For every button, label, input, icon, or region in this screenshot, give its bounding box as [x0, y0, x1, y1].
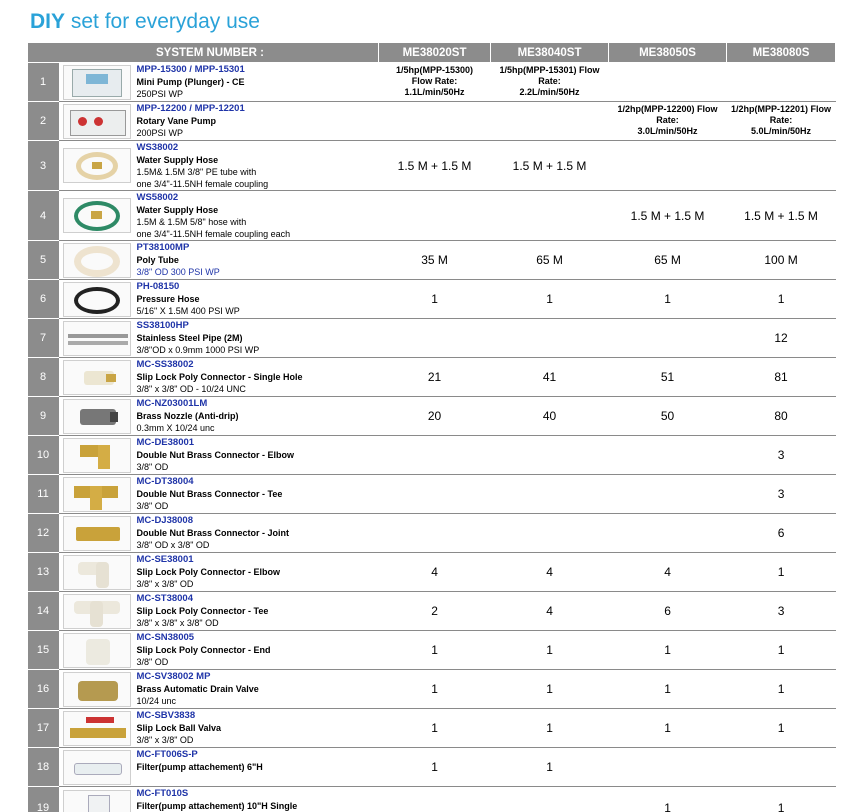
product-description — [135, 141, 379, 191]
product-name: Double Nut Brass Connector - Joint — [136, 528, 290, 538]
quantity-cell — [727, 319, 836, 358]
quantity-cell — [379, 358, 491, 397]
quantity-cell — [491, 475, 609, 514]
product-name: Brass Nozzle (Anti-drip) — [136, 411, 239, 421]
quantity-value: 1 — [664, 682, 671, 696]
product-image-cell — [59, 397, 135, 436]
quantity-cell — [727, 141, 836, 191]
model-header: ME38050S — [609, 43, 727, 63]
table-row — [28, 631, 836, 670]
pump-spec: 1/2hp(MPP-12200) Flow Rate: 3.0L/min/50Hz — [617, 104, 718, 136]
quantity-cell — [491, 436, 609, 475]
poly-elbow-icon — [63, 555, 131, 590]
quantity-cell — [491, 397, 609, 436]
pressure-hose-icon — [63, 282, 131, 317]
pump-spec: 1/2hp(MPP-12201) Flow Rate: 5.0L/min/50Hz — [731, 104, 832, 136]
product-name: Filter(pump attachement) 10"H Single — [136, 801, 298, 811]
quantity-value: 1 — [431, 643, 438, 657]
product-image-cell — [59, 592, 135, 631]
product-name: Pressure Hose — [136, 294, 200, 304]
product-description — [135, 436, 379, 475]
product-spec: one 3/4"-11.5NH female coupling each — [136, 229, 291, 239]
quantity-cell — [609, 592, 727, 631]
product-description — [135, 592, 379, 631]
table-row — [28, 241, 836, 280]
rotary-pump-icon — [63, 104, 131, 139]
product-name: Rotary Vane Pump — [136, 116, 217, 126]
product-image-cell — [59, 670, 135, 709]
product-code: MC-SN38005 — [136, 632, 195, 643]
row-number: 19 — [28, 787, 59, 812]
page-title — [30, 10, 260, 34]
row-number: 16 — [28, 670, 59, 709]
table-row — [28, 397, 836, 436]
quantity-value: 1 — [777, 682, 785, 696]
product-spec: 250PSI WP — [136, 89, 184, 99]
green-hose-icon — [63, 198, 131, 233]
table-row — [28, 280, 836, 319]
quantity-cell — [379, 631, 491, 670]
product-description — [135, 63, 379, 102]
product-name: Double Nut Brass Connector - Elbow — [136, 450, 295, 460]
product-image-cell — [59, 358, 135, 397]
brass-elbow-icon — [63, 438, 131, 473]
quantity-value: 4 — [546, 565, 553, 579]
product-name: Double Nut Brass Connector - Tee — [136, 489, 283, 499]
quantity-value: 100 M — [764, 253, 798, 267]
quantity-cell — [727, 436, 836, 475]
quantity-cell — [727, 553, 836, 592]
quantity-value: 6 — [777, 526, 785, 540]
quantity-cell — [609, 787, 727, 812]
table-row — [28, 709, 836, 748]
quantity-cell — [491, 787, 609, 812]
quantity-cell — [379, 514, 491, 553]
quantity-cell — [727, 280, 836, 319]
mini-pump-icon — [63, 65, 131, 100]
product-name: Mini Pump (Plunger) - CE — [136, 77, 245, 87]
quantity-cell — [727, 63, 836, 102]
quantity-value: 40 — [542, 409, 557, 423]
product-description — [135, 319, 379, 358]
product-spec: 3/8"OD x 0.9mm 1000 PSI WP — [136, 345, 260, 355]
quantity-cell — [609, 709, 727, 748]
quantity-cell — [609, 553, 727, 592]
quantity-cell — [379, 191, 491, 241]
quantity-value: 80 — [774, 409, 788, 423]
quantity-value: 4 — [431, 565, 438, 579]
row-number: 6 — [28, 280, 59, 319]
quantity-value: 1.5 M + 1.5 M — [397, 158, 472, 173]
quantity-cell — [491, 670, 609, 709]
quantity-value: 1 — [431, 721, 438, 735]
product-code: PT38100MP — [136, 242, 190, 253]
quantity-value: 50 — [660, 409, 675, 423]
steel-pipe-icon — [63, 321, 131, 356]
product-image-cell — [59, 319, 135, 358]
row-number: 3 — [28, 141, 59, 191]
quantity-value: 1 — [431, 292, 438, 306]
product-image-cell — [59, 514, 135, 553]
quantity-value: 2 — [431, 604, 438, 618]
row-number: 2 — [28, 102, 59, 141]
quantity-cell — [491, 709, 609, 748]
quantity-cell — [727, 475, 836, 514]
product-code: MC-SBV3838 — [136, 710, 196, 721]
quantity-cell — [379, 748, 491, 787]
product-image-cell — [59, 280, 135, 319]
system-number-header: SYSTEM NUMBER : — [28, 43, 379, 63]
product-description — [135, 709, 379, 748]
product-description — [135, 397, 379, 436]
quantity-cell — [379, 397, 491, 436]
quantity-cell — [609, 191, 727, 241]
model-header: ME38080S — [727, 43, 836, 63]
product-spec: 3/8" OD 300 PSI WP — [136, 267, 220, 277]
quantity-cell — [609, 475, 727, 514]
product-description — [135, 102, 379, 141]
quantity-cell — [727, 748, 836, 787]
quantity-cell — [379, 241, 491, 280]
quantity-value: 1 — [777, 643, 785, 657]
product-description — [135, 748, 379, 787]
product-image-cell — [59, 709, 135, 748]
quantity-cell — [609, 514, 727, 553]
quantity-cell — [727, 241, 836, 280]
model-header: ME38020ST — [379, 43, 491, 63]
row-number: 12 — [28, 514, 59, 553]
quantity-cell — [491, 63, 609, 102]
quantity-cell — [609, 631, 727, 670]
product-name: Slip Lock Poly Connector - Tee — [136, 606, 269, 616]
quantity-value: 35 M — [421, 253, 448, 267]
model-header: ME38040ST — [491, 43, 609, 63]
quantity-value: 1 — [664, 292, 671, 306]
product-description — [135, 631, 379, 670]
quantity-value: 1 — [431, 760, 438, 774]
product-code: MC-SS38002 — [136, 359, 194, 370]
product-spec: 5/16" X 1.5M 400 PSI WP — [136, 306, 240, 316]
table-row — [28, 191, 836, 241]
product-spec: 3/8" OD — [136, 657, 169, 667]
quantity-cell — [491, 191, 609, 241]
table-row — [28, 514, 836, 553]
product-spec: 3/8" x 3/8" OD — [136, 579, 194, 589]
table-row — [28, 748, 836, 787]
quantity-cell — [609, 319, 727, 358]
quantity-value: 4 — [546, 604, 553, 618]
product-code: MC-FT006S-P — [136, 749, 198, 760]
quantity-cell — [727, 191, 836, 241]
pump-spec: 1/5hp(MPP-15300) Flow Rate: 1.1L/min/50Hz — [396, 65, 474, 97]
table-header-row — [28, 43, 836, 63]
row-number: 7 — [28, 319, 59, 358]
product-name: Water Supply Hose — [136, 205, 219, 215]
quantity-cell — [379, 592, 491, 631]
product-image-cell — [59, 63, 135, 102]
row-number: 18 — [28, 748, 59, 787]
quantity-value: 1 — [546, 721, 553, 735]
quantity-value: 3 — [777, 487, 785, 501]
product-spec: 1.5M& 1.5M 3/8" PE tube with — [136, 167, 257, 177]
quantity-cell — [379, 670, 491, 709]
table-row — [28, 63, 836, 102]
quantity-cell — [491, 358, 609, 397]
product-code: MC-SV38002 MP — [136, 671, 211, 682]
quantity-cell — [379, 280, 491, 319]
product-code: MPP-15300 / MPP-15301 — [136, 64, 245, 75]
product-spec: 0.3mm X 10/24 unc — [136, 423, 215, 433]
product-image-cell — [59, 241, 135, 280]
poly-tee-icon — [63, 594, 131, 629]
quantity-cell — [727, 358, 836, 397]
product-code: MPP-12200 / MPP-12201 — [136, 103, 245, 114]
product-description — [135, 553, 379, 592]
quantity-value: 1 — [546, 760, 553, 774]
row-number: 10 — [28, 436, 59, 475]
product-image-cell — [59, 475, 135, 514]
quantity-cell — [727, 397, 836, 436]
product-spec: 3/8" x 3/8" OD - 10/24 UNC — [136, 384, 246, 394]
brass-nozzle-icon — [63, 399, 131, 434]
quantity-value: 1 — [431, 682, 438, 696]
quantity-value: 1 — [664, 721, 671, 735]
quantity-value: 1.5 M + 1.5 M — [744, 208, 818, 223]
quantity-value: 1 — [777, 800, 785, 812]
product-spec: 3/8" OD x 3/8" OD — [136, 540, 210, 550]
product-spec: 200PSI WP — [136, 128, 184, 138]
quantity-cell — [491, 748, 609, 787]
product-code: MC-DT38004 — [136, 476, 194, 487]
product-image-cell — [59, 436, 135, 475]
quantity-cell — [727, 709, 836, 748]
quantity-value: 1 — [777, 565, 785, 579]
product-description — [135, 475, 379, 514]
product-spec: 10/24 unc — [136, 696, 177, 706]
product-image-cell — [59, 141, 135, 191]
product-description — [135, 670, 379, 709]
quantity-value: 4 — [664, 565, 671, 579]
filter-10-icon — [63, 790, 131, 812]
slip-lock-connector-icon — [63, 360, 131, 395]
water-hose-icon — [63, 148, 131, 183]
product-code: PH-08150 — [136, 281, 180, 292]
quantity-cell — [379, 475, 491, 514]
row-number: 9 — [28, 397, 59, 436]
table-row — [28, 553, 836, 592]
table-row — [28, 787, 836, 812]
quantity-value: 1 — [664, 800, 671, 812]
product-image-cell — [59, 787, 135, 812]
product-code: MC-SE38001 — [136, 554, 194, 565]
quantity-cell — [727, 514, 836, 553]
quantity-cell — [609, 280, 727, 319]
product-image-cell — [59, 102, 135, 141]
quantity-cell — [727, 787, 836, 812]
product-image-cell — [59, 191, 135, 241]
table-row — [28, 141, 836, 191]
row-number: 4 — [28, 191, 59, 241]
product-spec: one 3/4"-11.5NH female coupling — [136, 179, 269, 189]
table-row — [28, 436, 836, 475]
quantity-cell — [609, 670, 727, 709]
product-code: MC-NZ03001LM — [136, 398, 208, 409]
product-spec: 1.5M & 1.5M 5/8" hose with — [136, 217, 247, 227]
quantity-value: 51 — [660, 370, 675, 384]
product-description — [135, 241, 379, 280]
quantity-cell — [491, 592, 609, 631]
brass-tee-icon — [63, 477, 131, 512]
quantity-cell — [727, 631, 836, 670]
table-row — [28, 670, 836, 709]
quantity-value: 1 — [777, 721, 785, 735]
product-description — [135, 191, 379, 241]
product-name: Slip Lock Poly Connector - End — [136, 645, 271, 655]
quantity-cell — [727, 102, 836, 141]
product-name: Brass Automatic Drain Valve — [136, 684, 259, 694]
product-code: MC-DJ38008 — [136, 515, 193, 526]
row-number: 1 — [28, 63, 59, 102]
ball-valve-icon — [63, 711, 131, 746]
quantity-value: 81 — [774, 370, 788, 384]
product-description — [135, 514, 379, 553]
product-description — [135, 280, 379, 319]
quantity-value: 65 M — [536, 253, 563, 267]
quantity-value: 1.5 M + 1.5 M — [512, 158, 587, 173]
quantity-value: 1 — [777, 292, 785, 306]
quantity-cell — [379, 319, 491, 358]
poly-tube-icon — [63, 243, 131, 278]
product-code: MC-DE38001 — [136, 437, 195, 448]
quantity-value: 3 — [777, 604, 785, 618]
row-number: 15 — [28, 631, 59, 670]
product-name: Slip Lock Poly Connector - Single Hole — [136, 372, 303, 382]
quantity-value: 20 — [427, 409, 442, 423]
product-code: WS38002 — [136, 142, 179, 153]
product-name: Poly Tube — [136, 255, 179, 265]
quantity-cell — [609, 397, 727, 436]
quantity-value: 1 — [546, 643, 553, 657]
quantity-value: 1.5 M + 1.5 M — [630, 208, 705, 223]
poly-end-icon — [63, 633, 131, 668]
quantity-value: 1 — [546, 292, 553, 306]
product-name: Stainless Steel Pipe (2M) — [136, 333, 243, 343]
quantity-value: 6 — [664, 604, 671, 618]
quantity-cell — [609, 436, 727, 475]
quantity-cell — [609, 63, 727, 102]
product-name: Slip Lock Poly Connector - Elbow — [136, 567, 281, 577]
table-row — [28, 319, 836, 358]
product-spec: 3/8" OD — [136, 501, 169, 511]
quantity-cell — [491, 553, 609, 592]
row-number: 14 — [28, 592, 59, 631]
product-code: MC-ST38004 — [136, 593, 193, 604]
table-row — [28, 358, 836, 397]
product-name: Slip Lock Ball Valva — [136, 723, 222, 733]
quantity-value: 12 — [774, 331, 788, 345]
product-spec: 3/8" OD — [136, 462, 169, 472]
product-code: MC-FT010S — [136, 788, 189, 799]
row-number: 13 — [28, 553, 59, 592]
brass-joint-icon — [63, 516, 131, 551]
product-description — [135, 787, 379, 812]
quantity-cell — [491, 280, 609, 319]
product-name: Water Supply Hose — [136, 155, 219, 165]
quantity-cell — [491, 514, 609, 553]
product-spec: 3/8" x 3/8" OD — [136, 735, 194, 745]
row-number: 5 — [28, 241, 59, 280]
pump-spec: 1/5hp(MPP-15301) Flow Rate: 2.2L/min/50Hz — [499, 65, 600, 97]
product-image-cell — [59, 631, 135, 670]
quantity-cell — [379, 709, 491, 748]
table-row — [28, 475, 836, 514]
page-title-bold: DIY — [30, 10, 66, 33]
product-code: WS58002 — [136, 192, 179, 203]
quantity-cell — [491, 141, 609, 191]
filter-6-icon — [63, 750, 131, 785]
quantity-cell — [491, 102, 609, 141]
row-number: 11 — [28, 475, 59, 514]
quantity-cell — [609, 241, 727, 280]
quantity-cell — [491, 241, 609, 280]
table-row — [28, 592, 836, 631]
quantity-cell — [491, 319, 609, 358]
quantity-cell — [379, 787, 491, 812]
quantity-cell — [379, 141, 491, 191]
quantity-cell — [379, 553, 491, 592]
quantity-cell — [609, 358, 727, 397]
quantity-cell — [609, 748, 727, 787]
quantity-value: 21 — [427, 370, 442, 384]
product-code: SS38100HP — [136, 320, 189, 331]
row-number: 17 — [28, 709, 59, 748]
quantity-value: 1 — [664, 643, 671, 657]
parts-table — [27, 42, 836, 812]
product-name: Filter(pump attachement) 6"H — [136, 762, 263, 772]
quantity-cell — [727, 592, 836, 631]
quantity-cell — [379, 102, 491, 141]
quantity-cell — [491, 631, 609, 670]
quantity-cell — [609, 141, 727, 191]
page-title-rest: set for everyday use — [65, 10, 260, 33]
table-row — [28, 102, 836, 141]
row-number: 8 — [28, 358, 59, 397]
quantity-cell — [609, 102, 727, 141]
quantity-value: 1 — [546, 682, 553, 696]
quantity-value: 3 — [777, 448, 785, 462]
product-image-cell — [59, 748, 135, 787]
quantity-cell — [379, 436, 491, 475]
product-image-cell — [59, 553, 135, 592]
product-spec: 3/8" x 3/8" x 3/8" OD — [136, 618, 219, 628]
quantity-cell — [379, 63, 491, 102]
quantity-value: 65 M — [654, 253, 681, 267]
quantity-value: 41 — [542, 370, 557, 384]
drain-valve-icon — [63, 672, 131, 707]
product-description — [135, 358, 379, 397]
quantity-cell — [727, 670, 836, 709]
